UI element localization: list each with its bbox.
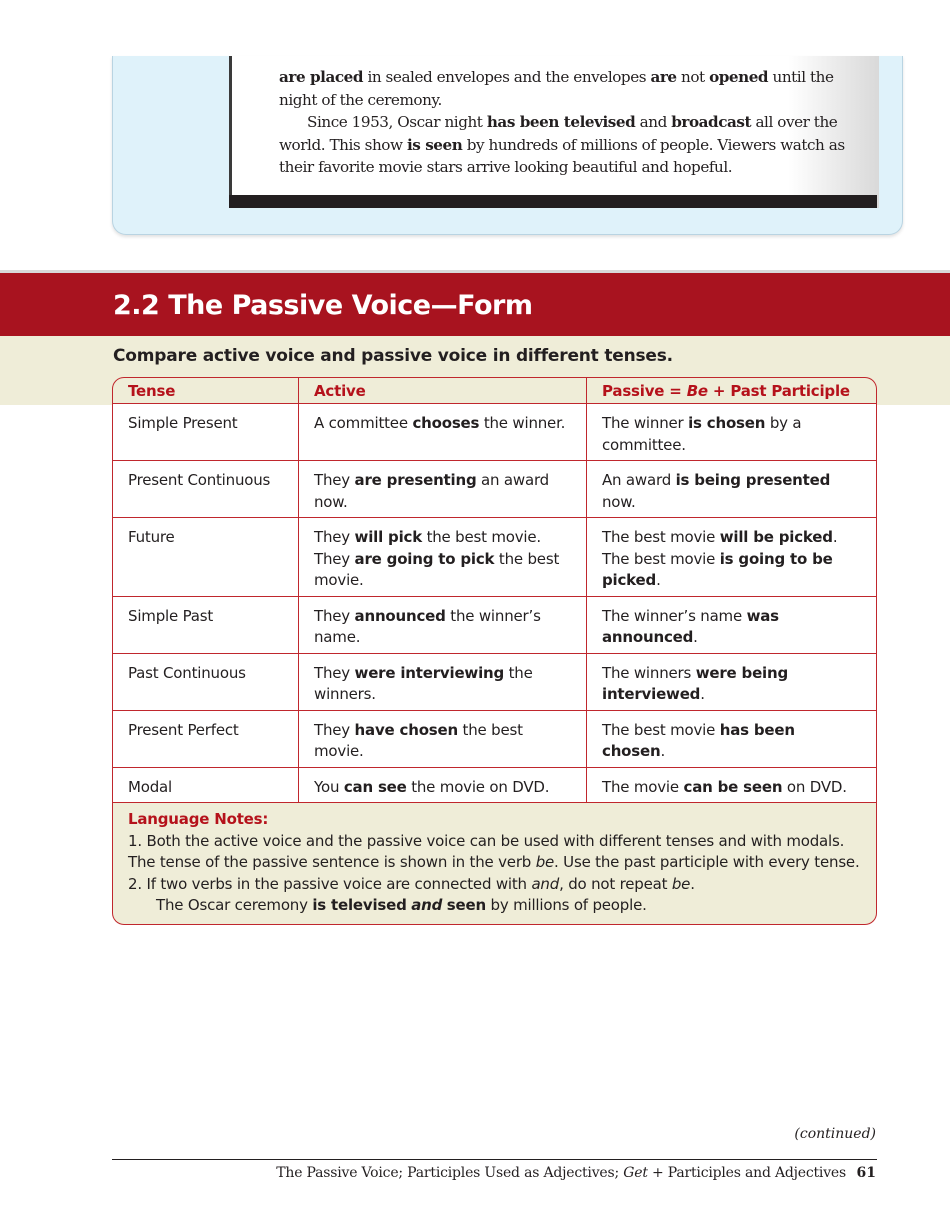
section-header-band bbox=[0, 270, 950, 336]
passive-cell: An award is being presented now. bbox=[587, 461, 877, 518]
page-number: 61 bbox=[856, 1165, 876, 1181]
active-cell: They will pick the best movie. They are going to pick the best movie. bbox=[299, 518, 587, 597]
tense-cell: Simple Present bbox=[112, 404, 299, 461]
passive-cell: The movie can be seen on DVD. bbox=[587, 768, 877, 804]
tense-cell: Present Continuous bbox=[112, 461, 299, 518]
reading-paragraph-1: are placed in sealed envelopes and the envelopes are not opened until the night of the ceremony. bbox=[279, 68, 834, 109]
tense-cell: Past Continuous bbox=[112, 654, 299, 711]
table-row bbox=[112, 518, 877, 597]
table-row bbox=[112, 654, 877, 711]
active-cell: They announced the winner’s name. bbox=[299, 597, 587, 654]
active-cell: A committee chooses the winner. bbox=[299, 404, 587, 461]
tense-cell: Modal bbox=[112, 768, 299, 804]
header-tense: Tense bbox=[112, 377, 299, 404]
table-row bbox=[112, 768, 877, 804]
tense-cell: Future bbox=[112, 518, 299, 597]
active-cell: They have chosen the best movie. bbox=[299, 711, 587, 768]
header-active: Active bbox=[299, 377, 587, 404]
active-cell: They are presenting an award now. bbox=[299, 461, 587, 518]
reading-paragraph-2: Since 1953, Oscar night has been televised and broadcast all over the world. This show is seen by hundreds of millions of people. Viewers watch as their favorite movie stars arrive looking beautiful and hopeful. bbox=[279, 113, 845, 176]
tense-cell: Simple Past bbox=[112, 597, 299, 654]
passive-voice-table bbox=[112, 377, 877, 925]
passive-cell: The winner’s name was announced. bbox=[587, 597, 877, 654]
header-passive: Passive = Be + Past Participle bbox=[587, 377, 877, 404]
language-notes bbox=[112, 803, 877, 925]
section-title: 2.2 The Passive Voice—Form bbox=[113, 290, 533, 321]
language-note-2: 2. If two verbs in the passive voice are connected with and, do not repeat be. bbox=[128, 874, 695, 893]
footer-rule bbox=[112, 1159, 877, 1160]
language-notes-title: Language Notes: bbox=[128, 810, 269, 828]
language-notes-row bbox=[112, 803, 877, 925]
section-intro: Compare active voice and passive voice in different tenses. bbox=[113, 346, 673, 366]
language-note-1: 1. Both the active voice and the passive voice can be used with different tenses and with modals. The tense of the passive sentence is shown in the verb be. Use the past participle with every tense. bbox=[128, 831, 860, 871]
language-note-example: The Oscar ceremony is televised and seen by millions of people. bbox=[156, 896, 647, 914]
passive-cell: The winner is chosen by a committee. bbox=[587, 404, 877, 461]
table-header-row bbox=[112, 377, 877, 404]
active-cell: They were interviewing the winners. bbox=[299, 654, 587, 711]
table-row bbox=[112, 597, 877, 654]
continued-label: (continued) bbox=[794, 1126, 876, 1142]
active-cell: You can see the movie on DVD. bbox=[299, 768, 587, 804]
table-row bbox=[112, 461, 877, 518]
table-row bbox=[112, 711, 877, 768]
tense-cell: Present Perfect bbox=[112, 711, 299, 768]
passive-cell: The best movie has been chosen. bbox=[587, 711, 877, 768]
table-row bbox=[112, 404, 877, 461]
passive-cell: The winners were being interviewed. bbox=[587, 654, 877, 711]
reading-passage bbox=[279, 66, 859, 179]
running-head: The Passive Voice; Participles Used as Adjectives; Get + Participles and Adjectives bbox=[276, 1165, 846, 1181]
passive-cell: The best movie will be picked. The best movie is going to be picked. bbox=[587, 518, 877, 597]
reading-page-bottom-bar bbox=[229, 195, 877, 208]
